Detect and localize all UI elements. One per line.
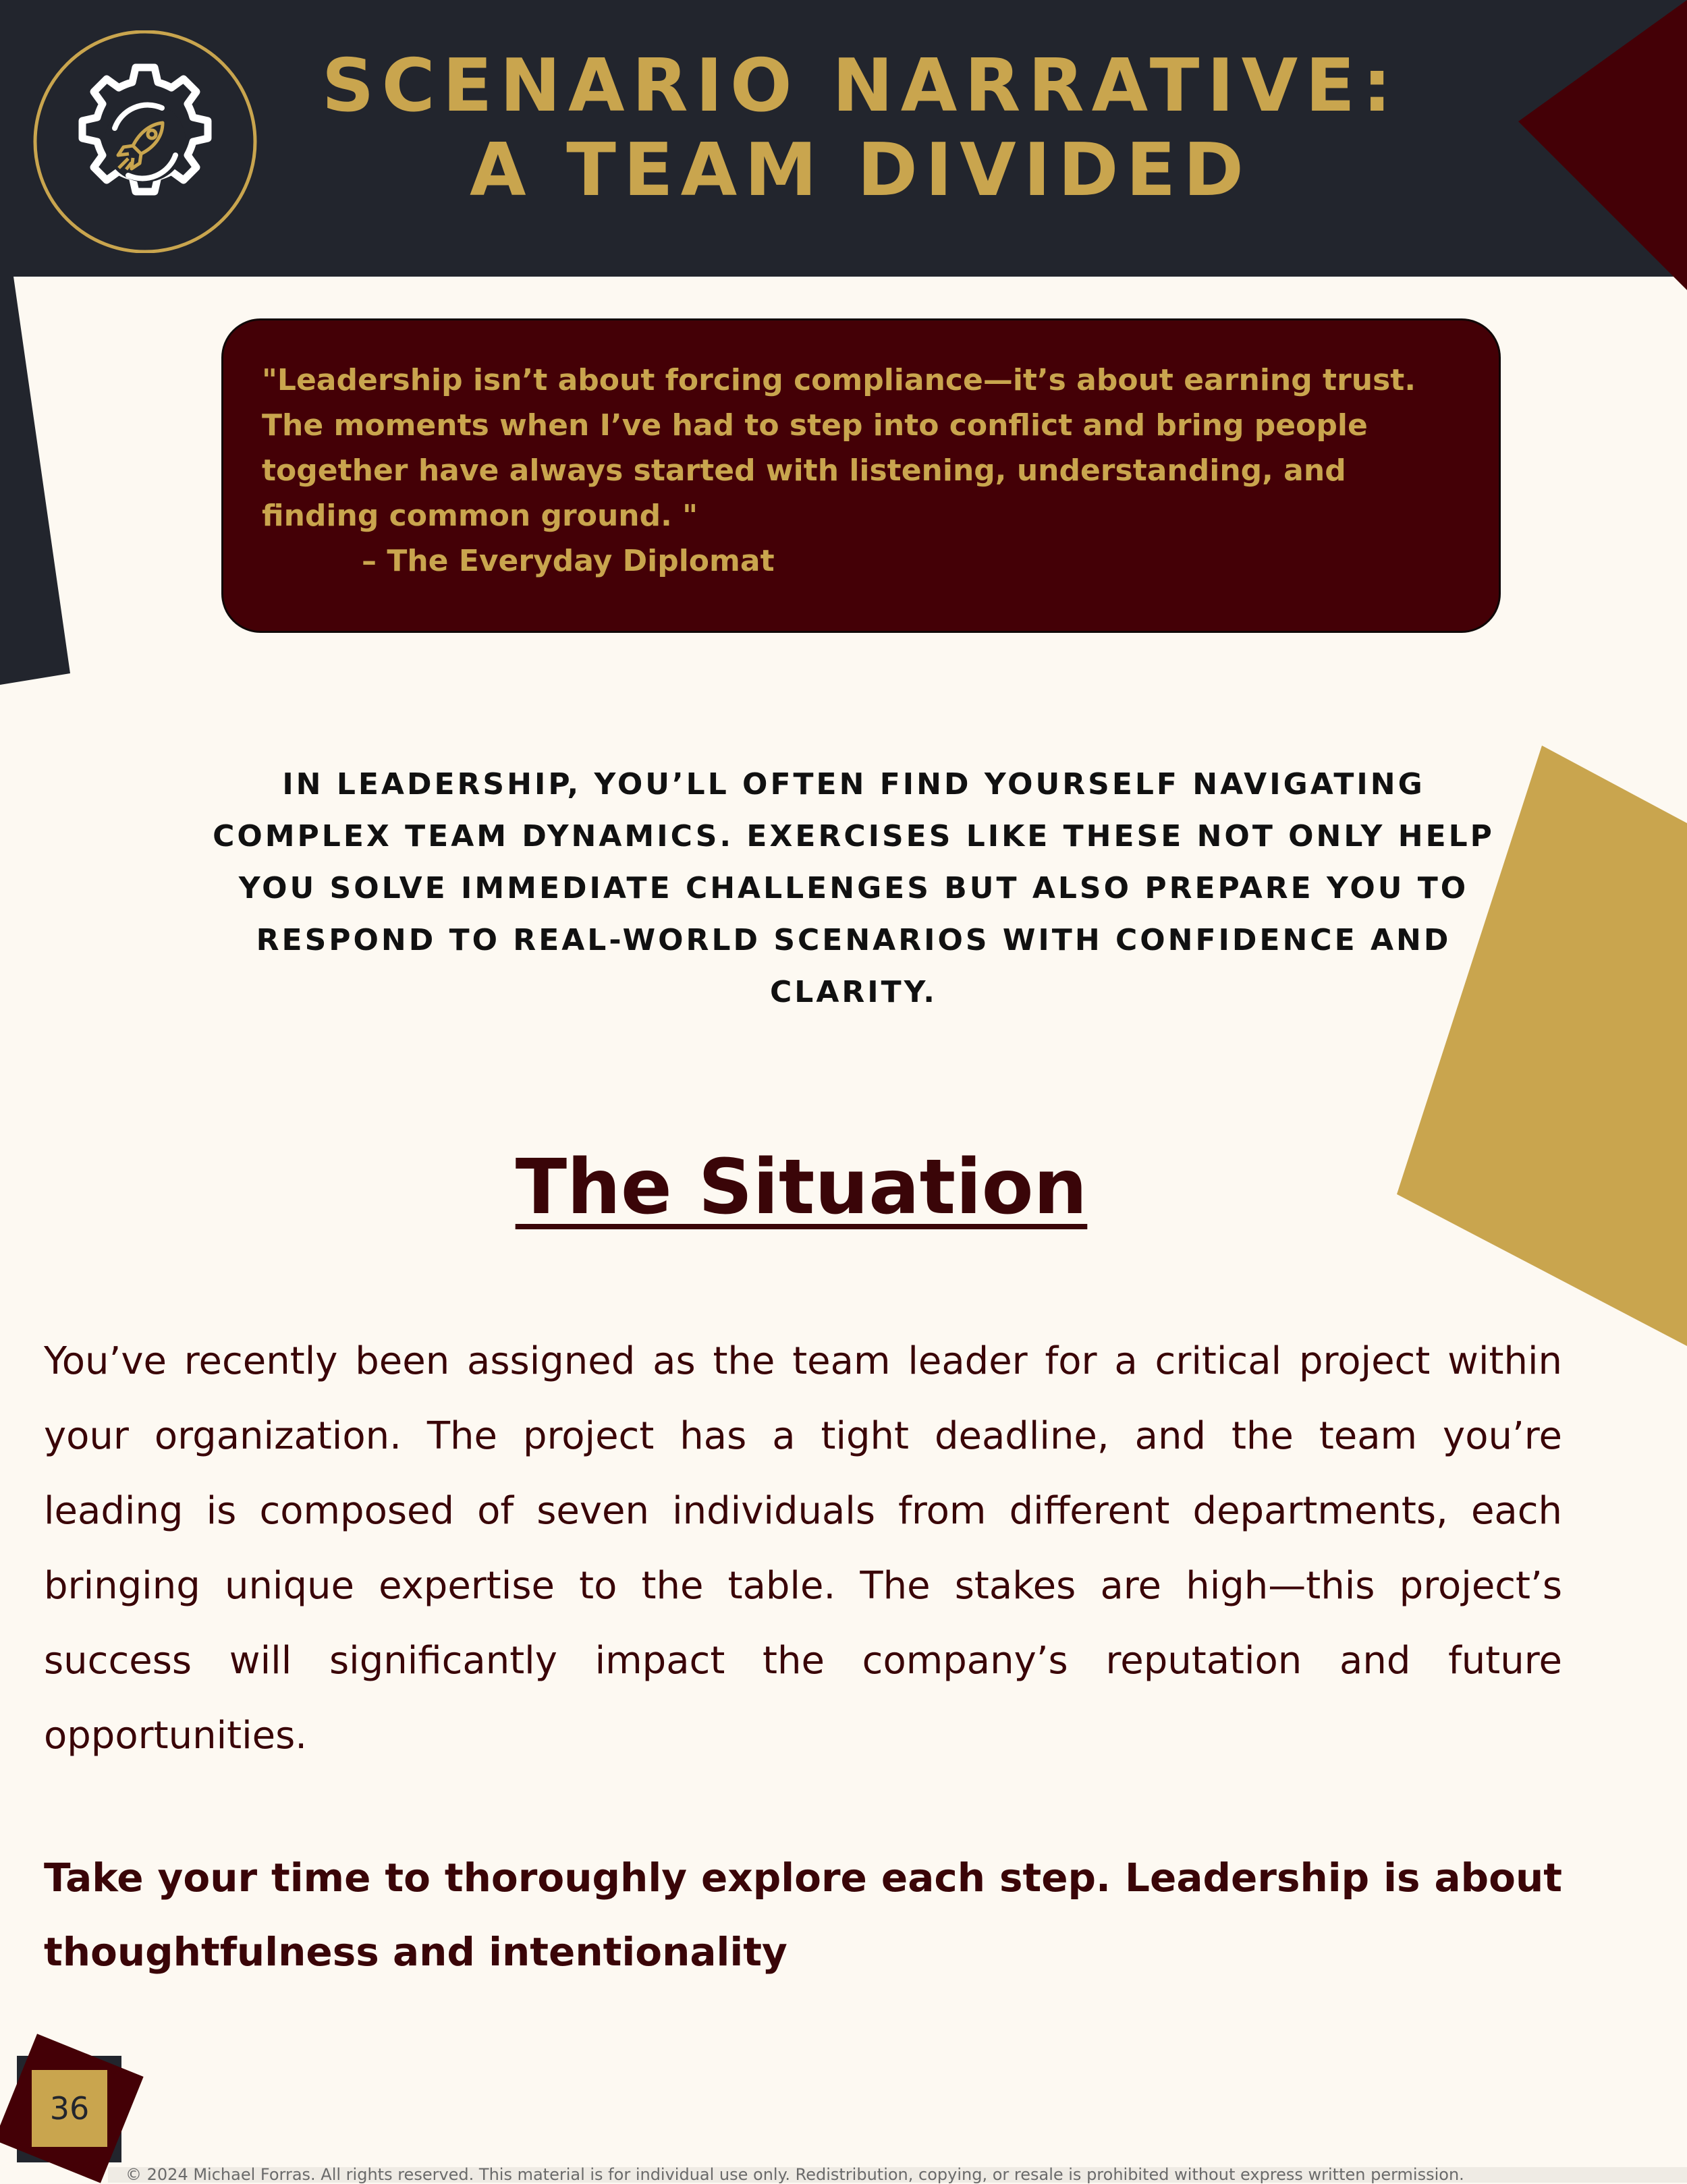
page-number: 36 [49, 2090, 90, 2127]
emphasis-paragraph: Take your time to thoroughly explore each step. Leadership is about thoughtfulness and intentionality [44, 1855, 1562, 1975]
title-line-1: SCENARIO NARRATIVE: [321, 44, 1400, 128]
quote-box [221, 318, 1501, 633]
quote-text: "Leadership isn’t about forcing compliance—it’s about earning trust. The moments when I’ve had to step into conflict and bring people together have always started with listening, understanding, and finding common ground. " [262, 363, 1416, 533]
right-ribbon-shape [1512, 0, 1687, 290]
copyright-notice: © 2024 Michael Forras. All rights reserved. This material is for individual use only. Redistribution, copying, or resale is prohibited without express written permission. [126, 2165, 1464, 2184]
gear-rocket-icon [30, 30, 260, 253]
page-title [270, 44, 1451, 213]
quote-attribution: – The Everyday Diplomat [362, 544, 775, 578]
title-line-2: A TEAM DIVIDED [470, 128, 1251, 213]
situation-paragraph: You’ve recently been assigned as the team leader for a critical project within your organization. The project has a tight deadline, and the team you’re leading is composed of seven individuals from different departments, each bringing unique expertise to the table. The stakes are high—this project’s success will significantly impact the company’s reputation and future opportunities. [44, 1339, 1562, 1758]
section-heading: The Situation [515, 1144, 1088, 1231]
intro-paragraph: IN LEADERSHIP, YOU’LL OFTEN FIND YOURSELF NAVIGATING COMPLEX TEAM DYNAMICS. EXERCISES LIKE THESE NOT ONLY HELP YOU SOLVE IMMEDIATE CHALLENGES BUT ALSO PREPARE YOU TO RESPOND TO REAL-WORLD SCENARIOS WITH CONFIDENCE AND CLARITY. [213, 767, 1495, 1009]
